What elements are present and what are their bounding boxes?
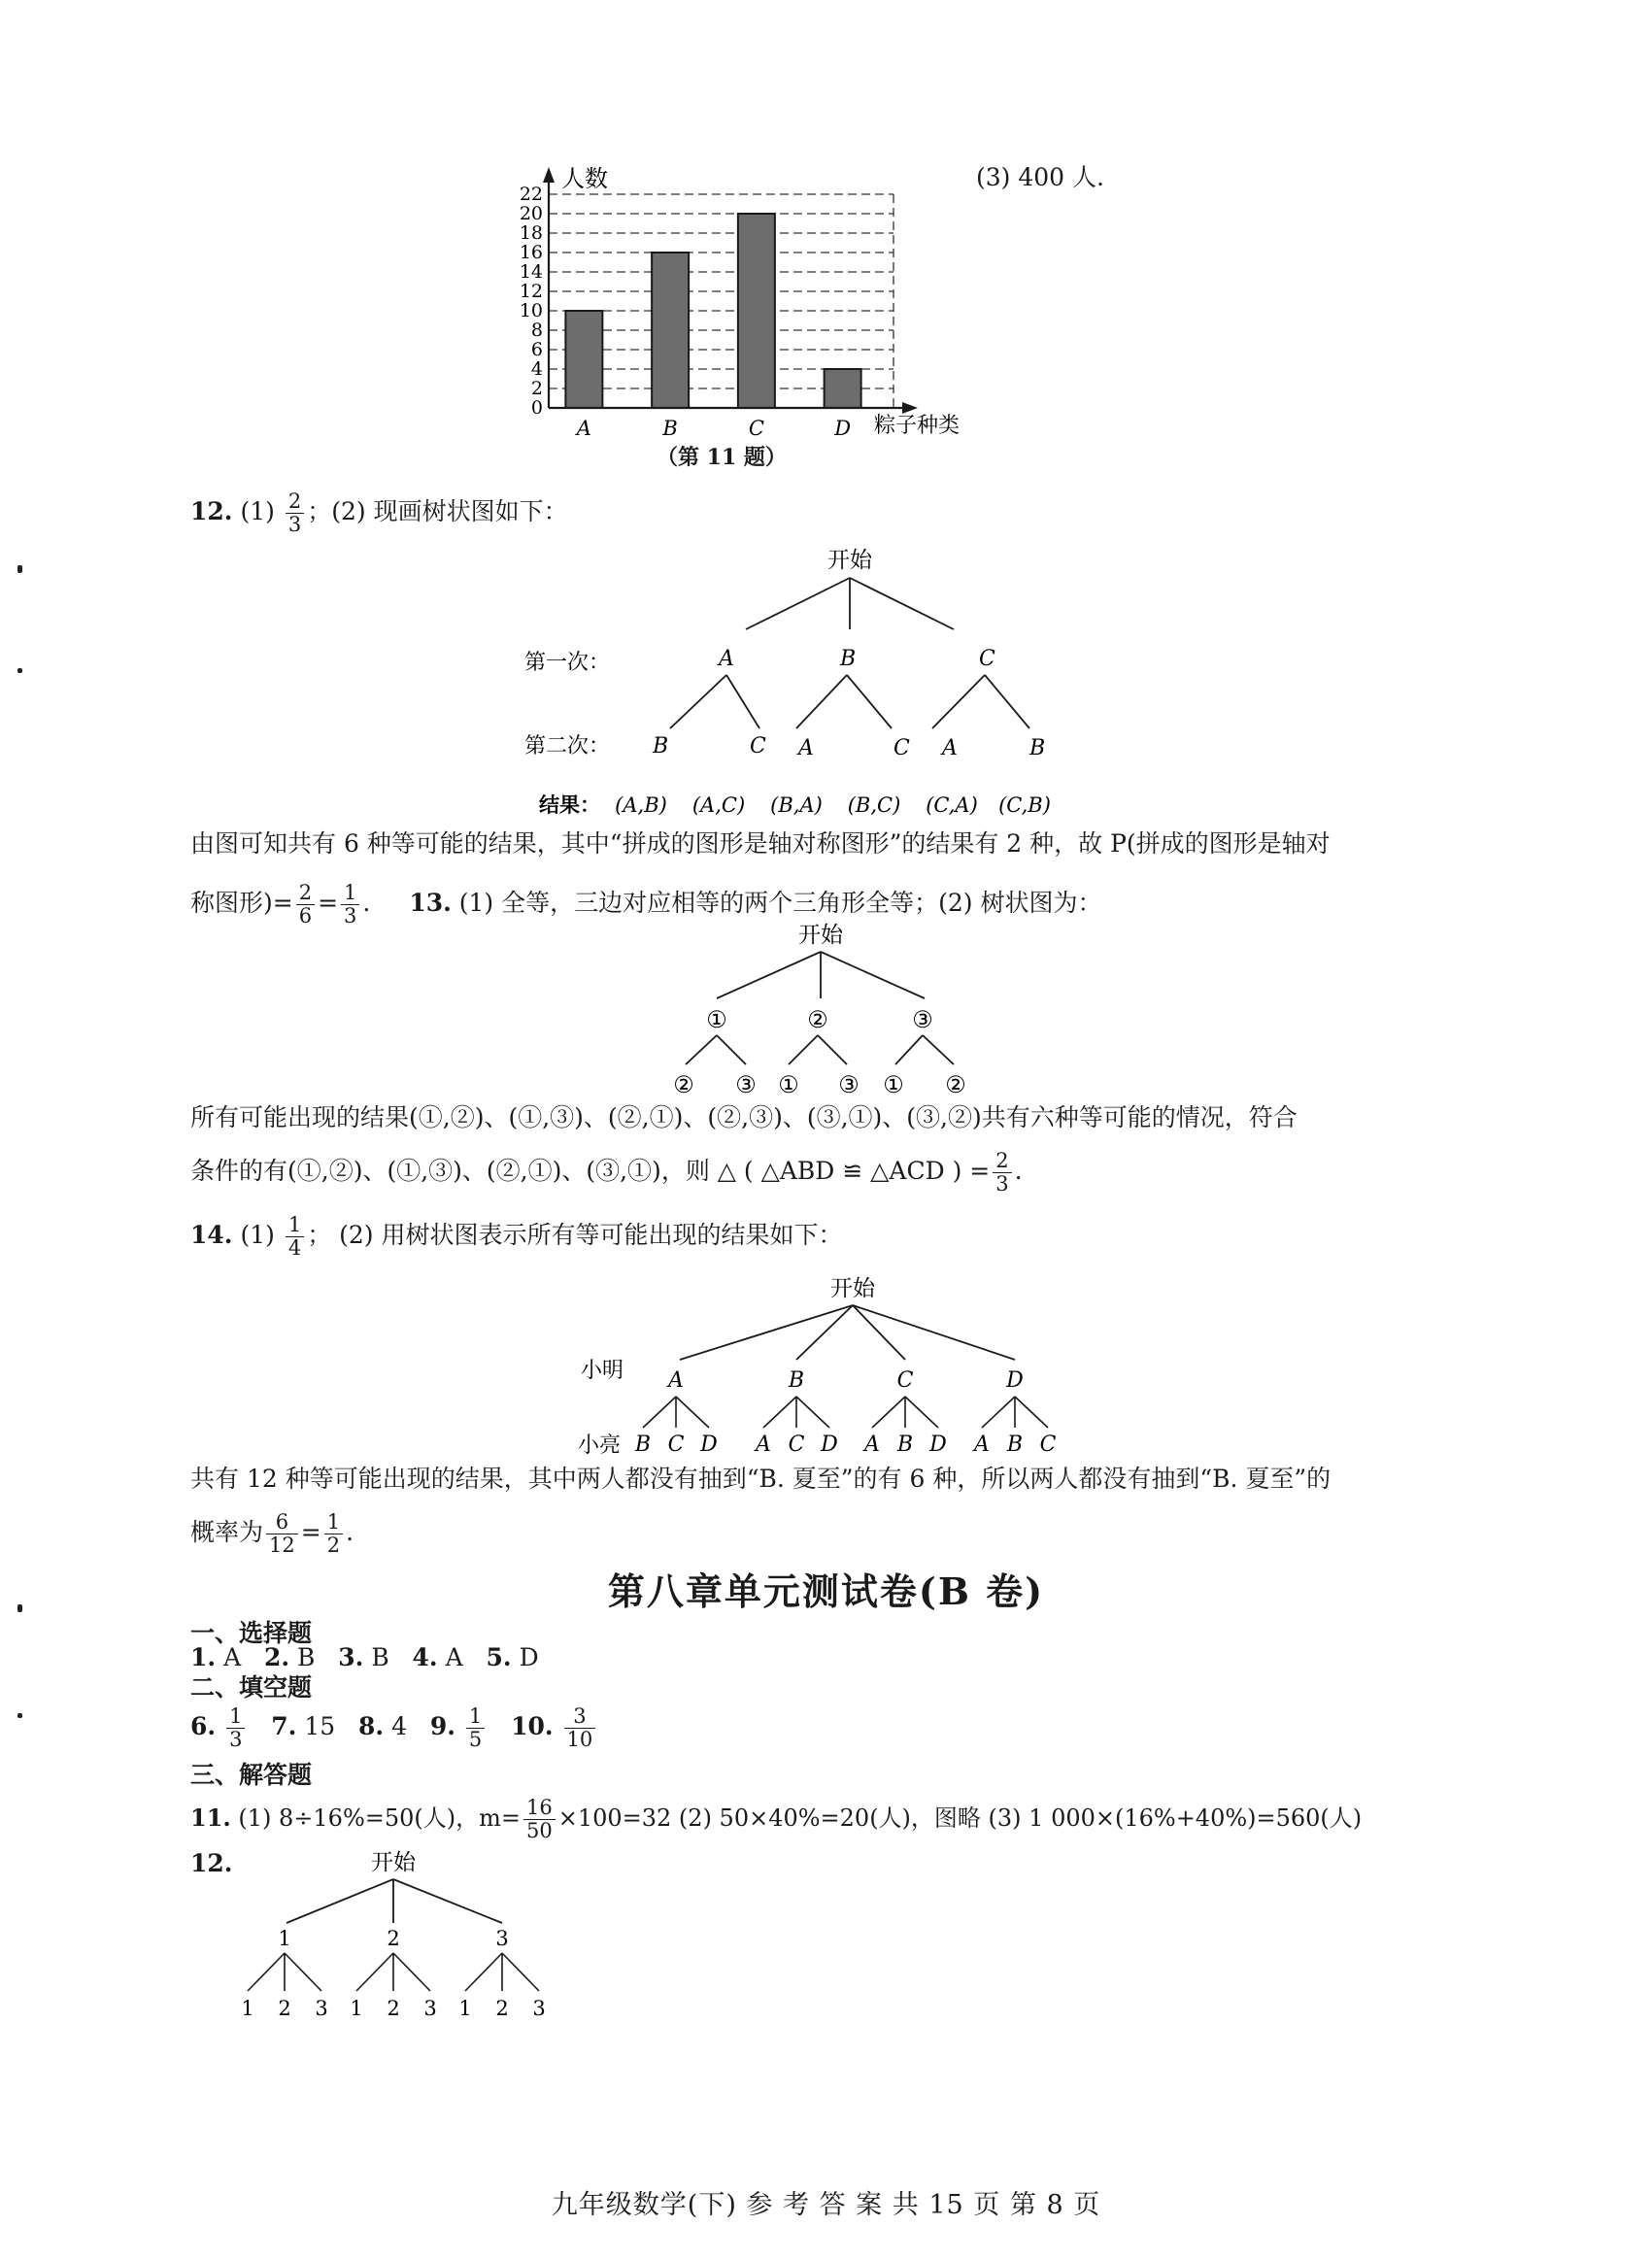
q14-conclusion-line2: [190, 1511, 354, 1557]
y-tick-label: 4: [530, 358, 543, 380]
q12-result: (A,C): [691, 793, 746, 817]
q12-number: 12.: [190, 497, 233, 525]
margin-mark: [17, 565, 22, 573]
q12-result: (B,A): [770, 793, 823, 817]
q14-number: 14.: [190, 1221, 233, 1249]
q11-text: (1) 8÷16%=50(人)，m=: [238, 1804, 521, 1832]
y-tick-label: 0: [530, 397, 543, 419]
q14-part1: (1): [240, 1221, 275, 1249]
q14-node: A: [668, 1368, 684, 1393]
q11-number: 11.: [190, 1804, 231, 1832]
margin-mark: [17, 1713, 22, 1718]
q14-node: D: [1006, 1368, 1024, 1393]
q14-node: C: [896, 1368, 914, 1393]
answer-value: 15: [304, 1712, 336, 1740]
q12-tree-root: 开始: [827, 548, 872, 573]
q12-result: (A,B): [615, 793, 667, 817]
q14-part2: ； (2) 用树状图表示所有等可能出现的结果如下：: [307, 1221, 843, 1249]
equals-sign: =: [318, 889, 339, 917]
page-footer: 九年级数学(下) 参 考 答 案 共 15 页 第 8 页: [551, 2190, 1101, 2220]
bar-a: [565, 311, 602, 408]
answer-value: A: [223, 1643, 242, 1671]
solve-q12-node: 3: [495, 1927, 509, 1950]
answer-number: 5.: [486, 1643, 512, 1671]
q12-row1-label: 第一次：: [524, 651, 611, 675]
solve-q12-tree-root: 开始: [371, 1850, 416, 1875]
q12-node-b: B: [840, 647, 857, 671]
q12-row2-label: 第二次：: [524, 734, 611, 759]
y-tick-label: 16: [519, 242, 543, 263]
bar-c: [738, 214, 775, 408]
q12-leaf: C: [750, 734, 766, 759]
q12-leaf: B: [653, 734, 669, 759]
answer-number: 1.: [190, 1643, 217, 1671]
y-tick-label: 22: [519, 184, 543, 205]
solve-q12-leaf: 3: [315, 1997, 328, 2020]
x-axis-label: 粽子种类: [874, 414, 961, 438]
period: .: [1014, 1157, 1023, 1185]
answer-number: 2.: [263, 1643, 290, 1671]
y-tick-label: 10: [519, 300, 543, 321]
chapter-title: 第八章单元测试卷(B 卷): [607, 1569, 1045, 1613]
answer-fraction: $\frac{3}{10}$: [564, 1705, 596, 1751]
solve-q11: [190, 1797, 1362, 1842]
solve-q12-leaf: 1: [241, 1997, 254, 2020]
q14-leaf: B: [634, 1433, 652, 1457]
answer-value: A: [445, 1643, 463, 1671]
answer-value: B: [371, 1643, 389, 1671]
answer-number: 6.: [190, 1712, 217, 1740]
solve-q12-leaf: 1: [350, 1997, 363, 2020]
solve-q12-node: 1: [278, 1927, 291, 1950]
q14-conclusion-text: 概率为: [190, 1518, 264, 1546]
answer-value: 4: [391, 1712, 407, 1740]
y-tick-label: 14: [519, 261, 543, 283]
q12-result: (B,C): [847, 793, 901, 817]
q12-conclusion-line1: 由图可知共有 6 种等可能的结果，其中“拼成的图形是轴对称图形”的结果有 2 种，故 P(拼成的图形是轴对: [190, 829, 1331, 858]
q13-leaf: ①: [778, 1071, 799, 1098]
section-choice-title: 一、选择题: [190, 1619, 313, 1647]
q14-leaf: C: [1039, 1433, 1057, 1457]
q14-leaf: C: [788, 1433, 805, 1457]
y-tick-label: 2: [530, 378, 543, 399]
q14-leaf: A: [864, 1433, 880, 1457]
solve-q12-node: 2: [387, 1927, 400, 1950]
q12-node-a: A: [719, 647, 734, 671]
q13-results-text: 条件的有(①,②)、(①,③)、(②,①)、(③,①)，则 △ ( △ABD ≌ △ACD ) =: [190, 1157, 991, 1185]
q12-node-c: C: [979, 647, 995, 671]
q12-part2: ；(2) 现画树状图如下：: [307, 497, 568, 525]
q11-fraction: $\frac{16}{50}$: [523, 1797, 556, 1842]
q14-leaf: A: [756, 1433, 771, 1457]
bar-chart: [486, 155, 1010, 476]
q14-row1-label: 小明: [581, 1359, 624, 1383]
x-tick-label: C: [748, 417, 764, 440]
answer-number: 8.: [358, 1712, 385, 1740]
q13-results-line2: [190, 1150, 1023, 1196]
q13-node: ②: [807, 1006, 828, 1033]
q12-leaf: A: [942, 736, 958, 760]
q14-fraction: $\frac{1}{4}$: [286, 1214, 304, 1260]
q13-leaf: ③: [735, 1071, 757, 1098]
q13-node: ③: [912, 1006, 933, 1033]
q13-tree-diagram: [641, 913, 1029, 1107]
solve-q12-tree-diagram: [223, 1840, 592, 2035]
bar-d: [825, 369, 861, 408]
solve-q12-leaf: 2: [387, 1997, 400, 2020]
y-axis-label: 人数: [561, 165, 608, 192]
q14-fraction: $\frac{6}{12}$: [266, 1511, 298, 1557]
answer-number: 9.: [429, 1712, 455, 1740]
q14-leaf: D: [929, 1433, 947, 1457]
q11-part3: (3) 400 人.: [976, 163, 1104, 191]
answer-value: B: [297, 1643, 316, 1671]
q13-text: (1) 全等，三边对应相等的两个三角形全等；(2) 树状图为：: [458, 889, 1102, 917]
x-tick-label: D: [834, 417, 852, 440]
solve-q12-number: 12.: [190, 1849, 233, 1877]
q14-leaf: C: [667, 1433, 685, 1457]
q12-result: (C,A): [926, 793, 978, 817]
margin-mark: [17, 668, 22, 673]
y-tick-label: 20: [519, 203, 543, 224]
bar-b: [652, 253, 689, 408]
solve-q12-leaf: 2: [278, 1997, 291, 2020]
q14-leaf: D: [700, 1433, 718, 1457]
q13-fraction: $\frac{2}{3}$: [993, 1150, 1011, 1196]
q12-fraction: $\frac{2}{3}$: [286, 490, 304, 536]
answer-value: D: [519, 1643, 539, 1671]
period: .: [362, 889, 371, 917]
period: .: [346, 1518, 354, 1546]
fill-answers: [190, 1705, 598, 1751]
q14-node: B: [788, 1368, 805, 1393]
q14-fraction: $\frac{1}{2}$: [324, 1511, 343, 1557]
y-tick-label: 8: [530, 320, 543, 341]
y-tick-label: 12: [519, 281, 543, 302]
q12-conclusion-text: 称图形)=: [190, 889, 293, 917]
q13-results-line1: 所有可能出现的结果(①,②)、(①,③)、(②,①)、(②,③)、(③,①)、(③,②)共有六种等可能的情况，符合: [190, 1103, 1298, 1131]
answer-number: 10.: [511, 1712, 554, 1740]
q12-leaf: A: [798, 736, 814, 760]
q14-leaf: B: [1006, 1433, 1024, 1457]
x-axis-arrow: [902, 402, 918, 414]
x-tick-label: B: [662, 417, 678, 440]
answer-number: 4.: [412, 1643, 438, 1671]
chart-caption: （第 11 题）: [657, 445, 787, 470]
q12-leaf: C: [893, 736, 910, 760]
q14-first-line: [190, 1214, 843, 1260]
solve-q12-leaf: 3: [423, 1997, 437, 2020]
solve-q12-leaf: 1: [458, 1997, 472, 2020]
q11-text-rest: ×100=32 (2) 50×40%=20(人)，图略 (3) 1 000×(16%+40%)=560(人): [557, 1804, 1363, 1832]
y-tick-label: 6: [530, 339, 543, 360]
x-tick-label: A: [576, 417, 591, 440]
section-solve-title: 三、解答题: [190, 1761, 313, 1789]
q13-node: ①: [706, 1006, 727, 1033]
q13-number: 13.: [409, 889, 452, 917]
q12-fraction: $\frac{2}{6}$: [296, 882, 315, 927]
q12-fraction: $\frac{1}{3}$: [341, 882, 359, 927]
q13-leaf: ②: [945, 1071, 966, 1098]
q14-leaf: A: [974, 1433, 990, 1457]
q12-part1: (1): [240, 497, 275, 525]
q14-tree-root: 开始: [830, 1276, 875, 1301]
section-fill-title: 二、填空题: [190, 1673, 313, 1702]
q14-row2-label: 小亮: [578, 1433, 622, 1458]
q13-tree-root: 开始: [798, 923, 843, 948]
answer-number: 3.: [338, 1643, 364, 1671]
answer-number: 7.: [271, 1712, 297, 1740]
equals-sign: =: [300, 1518, 321, 1546]
q12-leaf: B: [1029, 736, 1046, 760]
solve-q12-leaf: 2: [495, 1997, 509, 2020]
q14-conclusion-line1: 共有 12 种等可能出现的结果，其中两人都没有抽到“B. 夏至”的有 6 种，所以两人都没有抽到“B. 夏至”的: [190, 1465, 1332, 1493]
q13-leaf: ③: [838, 1071, 860, 1098]
q13-leaf: ②: [673, 1071, 694, 1098]
q12-result-label: 结果：: [539, 792, 600, 817]
y-tick-label: 18: [519, 222, 543, 244]
q13-leaf: ①: [883, 1071, 904, 1098]
q12-result: (C,B): [998, 793, 1051, 817]
q14-leaf: D: [821, 1433, 838, 1457]
q14-leaf: B: [896, 1433, 914, 1457]
y-axis-arrow: [543, 167, 555, 183]
answer-fraction: $\frac{1}{3}$: [226, 1705, 245, 1751]
answer-fraction: $\frac{1}{5}$: [466, 1705, 485, 1751]
solve-q12-leaf: 3: [532, 1997, 546, 2020]
q12-tree-diagram: [505, 534, 1088, 826]
q14-tree-diagram: [563, 1263, 1107, 1467]
q12-first-line: [190, 490, 568, 536]
